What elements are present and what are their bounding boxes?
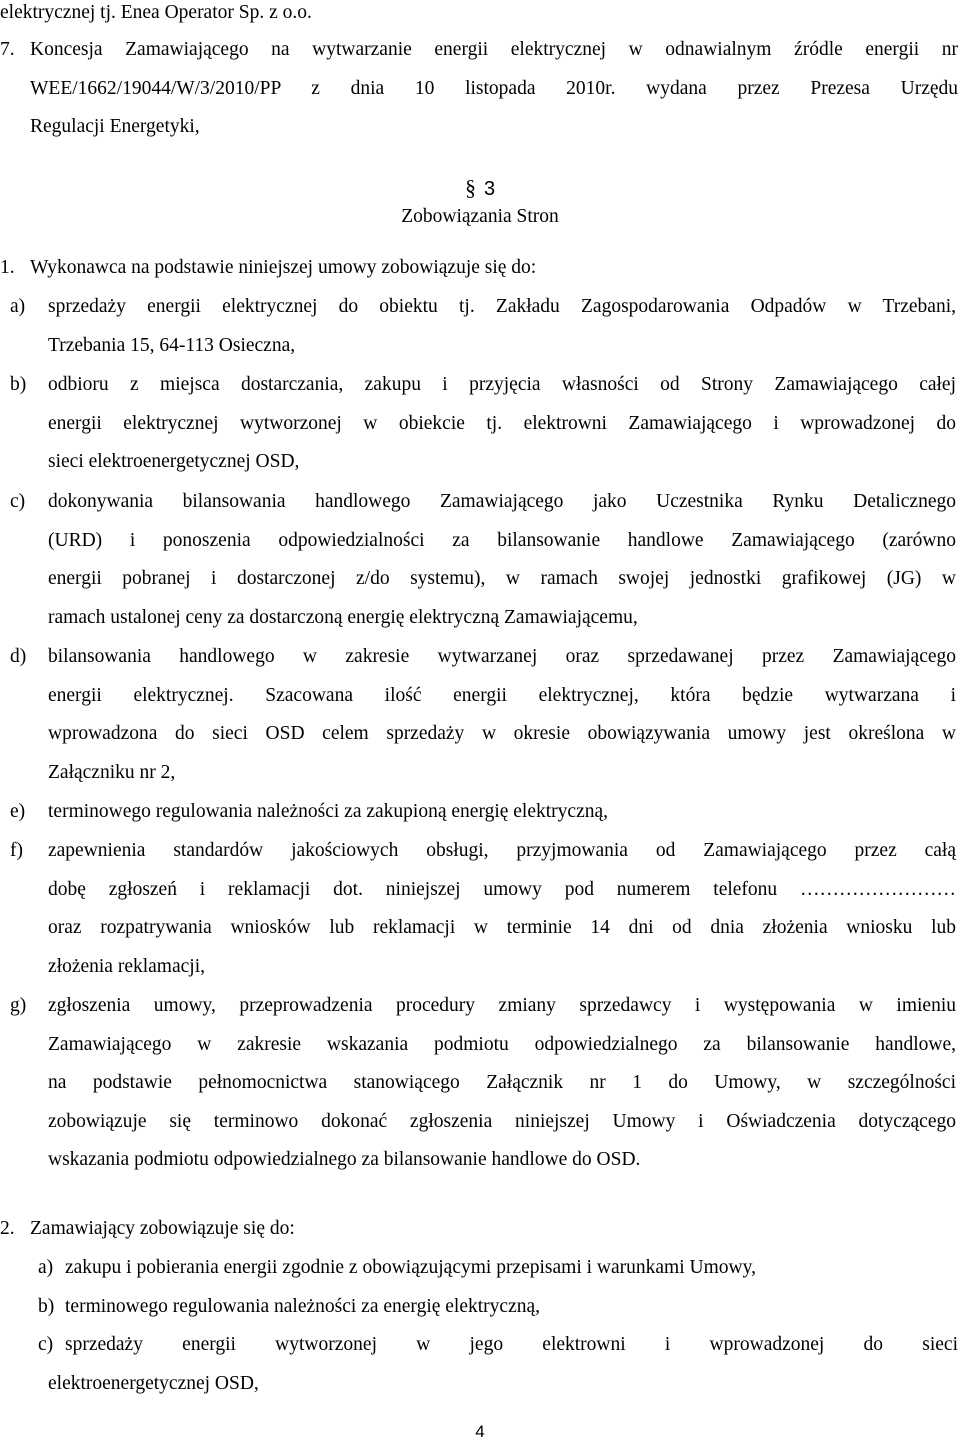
list-marker: f) bbox=[10, 840, 23, 861]
list-marker: a) bbox=[10, 296, 26, 317]
list-marker: b) bbox=[10, 374, 27, 395]
item-line: energii elektrycznej. Szacowana ilość energii elektrycznej, która będzie wytwarzana i bbox=[48, 684, 956, 706]
item-line: energii pobranej i dostarczonej z/do systemu), w ramach swojej jednostki grafikowej (JG) w bbox=[48, 568, 956, 590]
item-line: bilansowania handlowego w zakresie wytwarzanej oraz sprzedawanej przez Zamawiającego bbox=[48, 646, 956, 667]
item-line: elektroenergetycznej OSD, bbox=[48, 1373, 259, 1394]
list-item-7 bbox=[0, 31, 960, 147]
list-marker: c) bbox=[10, 491, 26, 512]
item-line: dokonywania bilansowania handlowego Zamawiającego jako Uczestnika Rynku Detalicznego bbox=[48, 491, 956, 512]
point-2-text: Zamawiający zobowiązuje się do: bbox=[30, 1218, 295, 1239]
item-line: Zamawiającego w zakresie wskazania podmiotu odpowiedzialnego za bilansowanie handlowe, bbox=[48, 1033, 956, 1055]
item-line: złożenia reklamacji, bbox=[48, 955, 205, 977]
item-7-line-1: Koncesja Zamawiającego na wytwarzanie energii elektrycznej w odnawialnym źródle energii nr bbox=[30, 39, 958, 60]
item-7-line-3: Regulacji Energetyki, bbox=[30, 116, 200, 138]
list-marker: 1. bbox=[0, 257, 15, 278]
item-line: terminowego regulowania należności za energię elektryczną, bbox=[65, 1296, 540, 1317]
point-1-text: Wykonawca na podstawie niniejszej umowy zobowiązuje się do: bbox=[30, 257, 537, 278]
item-line: ramach ustalonej ceny za dostarczoną energię elektryczną Zamawiającemu, bbox=[48, 606, 638, 628]
continuation-line: elektrycznej tj. Enea Operator Sp. z o.o. bbox=[0, 2, 312, 23]
section-sign: § bbox=[464, 175, 476, 200]
item-line: dobę zgłoszeń i reklamacji dot. niniejszej umowy pod numerem telefonu …………………… bbox=[48, 878, 956, 900]
item-line: oraz rozpatrywania wniosków lub reklamacji w terminie 14 dni od dnia złożenia wniosku lub bbox=[48, 917, 956, 939]
item-line: zapewnienia standardów jakościowych obsługi, przyjmowania od Zamawiającego przez całą bbox=[48, 840, 956, 861]
list-marker: 2. bbox=[0, 1218, 15, 1239]
list-marker: d) bbox=[10, 646, 27, 667]
item-line: zakupu i pobierania energii zgodnie z obowiązującymi przepisami i warunkami Umowy, bbox=[65, 1257, 756, 1278]
item-line: terminowego regulowania należności za zakupioną energię elektryczną, bbox=[48, 801, 609, 822]
list-marker: c) bbox=[38, 1334, 54, 1355]
item-line: na podstawie pełnomocnictwa stanowiącego Załącznik nr 1 do Umowy, w szczególności bbox=[48, 1072, 956, 1094]
item-line: energii elektrycznej wytworzonej w obiekcie tj. elektrowni Zamawiającego i wprowadzonej do bbox=[48, 412, 956, 434]
section-number: 3 bbox=[483, 178, 496, 200]
item-line: Trzebania 15, 64-113 Osieczna, bbox=[48, 334, 296, 356]
section-title: Zobowiązania Stron bbox=[401, 206, 559, 227]
item-line: odbioru z miejsca dostarczania, zakupu i przyjęcia własności od Strony Zamawiającego całej bbox=[48, 374, 956, 395]
item-line: wskazania podmiotu odpowiedzialnego za bilansowanie handlowe do OSD. bbox=[48, 1149, 641, 1171]
item-line: sprzedaży energii elektrycznej do obiektu tj. Zakładu Zagospodarowania Odpadów w Trzebani, bbox=[48, 296, 956, 317]
item-line: sieci elektroenergetycznej OSD, bbox=[48, 451, 300, 473]
item-7-line-2: WEE/1662/19044/W/3/2010/PP z dnia 10 listopada 2010r. wydana przez Prezesa Urzędu bbox=[30, 77, 958, 99]
page-number: 4 bbox=[475, 1422, 485, 1441]
list-marker: a) bbox=[38, 1257, 54, 1278]
list-marker: 7. bbox=[0, 39, 15, 60]
item-line: (URD) i ponoszenia odpowiedzialności za bilansowanie handlowe Zamawiającego (zarówno bbox=[48, 529, 956, 551]
item-line: Załączniku nr 2, bbox=[48, 761, 176, 783]
list-marker: e) bbox=[10, 801, 26, 822]
item-line: zobowiązuje się terminowo dokonać zgłoszenia niniejszej Umowy i Oświadczenia dotyczącego bbox=[48, 1110, 956, 1132]
item-line: wprowadzona do sieci OSD celem sprzedaży w okresie obowiązywania umowy jest określona w bbox=[48, 723, 956, 745]
list-marker: b) bbox=[38, 1296, 55, 1317]
list-marker: g) bbox=[10, 995, 27, 1016]
item-line: zgłoszenia umowy, przeprowadzenia procedury zmiany sprzedawcy i występowania w imieniu bbox=[48, 995, 956, 1016]
item-line: sprzedaży energii wytworzonej w jego elektrowni i wprowadzonej do sieci bbox=[65, 1334, 958, 1355]
